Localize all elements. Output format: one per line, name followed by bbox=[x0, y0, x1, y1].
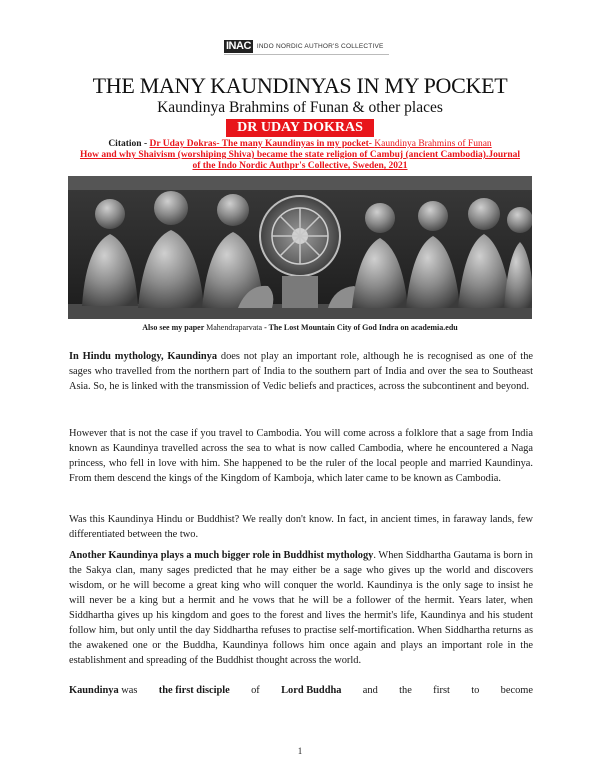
paragraph-1-lead: In Hindu mythology, Kaundinya bbox=[69, 351, 218, 362]
caption-suffix: - The Lost Mountain City of God Indra on academia.edu bbox=[262, 323, 458, 332]
author-banner: DR UDAY DOKRAS bbox=[226, 119, 374, 137]
caption-prefix: Also see my paper bbox=[142, 323, 207, 332]
citation-line-1 bbox=[60, 139, 540, 150]
image-caption bbox=[0, 323, 600, 332]
paragraph-4-lead: Another Kaundinya plays a much bigger role in Buddhist mythology bbox=[69, 550, 374, 561]
paragraph-2: However that is not the case if you travel to Cambodia. You will come across a folklore that a sage from India known as Kaundinya travelled across the sea to what is now called Cambodia, where he encountered a Naga princess, who fell in love with him. She happened to be the ruler of the local people and married Kaundinya. From them descend the kings of the Kingdom of Kamboja, which later came to be known as Cambodia. bbox=[69, 428, 533, 484]
p5-word-7: the bbox=[399, 685, 412, 696]
p5-word-8: first bbox=[433, 685, 450, 696]
paragraph-4 bbox=[69, 548, 533, 668]
citation-line-2[interactable]: How and why Shaivism (worshiping Shiva) became the state religion of Cambuj (ancient Cambodia).Journal bbox=[79, 150, 521, 160]
page-subtitle: Kaundinya Brahmins of Funan & other places bbox=[157, 99, 443, 116]
paragraph-1-body: does not play an important role, although he is recognised as one of the sages who travelled from the northern part of India to the southern part of India and over the sea to Southeast Asia. So, he is linked with the transmission of Vedic beliefs and practices, across the subcontinent and beyond. bbox=[69, 351, 534, 392]
publisher-logo: INAC bbox=[226, 39, 251, 52]
p5-word-9: to bbox=[471, 685, 480, 696]
publisher-header bbox=[224, 38, 389, 55]
p5-word-4: of bbox=[251, 685, 260, 696]
p5-word-3: the first disciple bbox=[158, 685, 230, 696]
page-number: 1 bbox=[297, 746, 303, 756]
paragraph-3: Was this Kaundinya Hindu or Buddhist? We really don't know. In fact, in ancient times, in faraway lands, few differentiated between the two. bbox=[69, 514, 533, 540]
p5-word-6: and bbox=[362, 685, 378, 696]
p5-word-1: Kaundinya bbox=[69, 685, 119, 696]
p5-word-10: become bbox=[500, 685, 533, 696]
p5-word-5: Lord Buddha bbox=[281, 685, 342, 696]
paragraph-5 bbox=[69, 683, 533, 698]
citation-link-title[interactable]: Dr Uday Dokras- The many Kaundinyas in my pocket- bbox=[149, 139, 375, 149]
paragraph-1 bbox=[69, 349, 533, 394]
citation-label: Citation - bbox=[108, 139, 150, 149]
paragraph-4-body: . When Siddhartha Gautama is born in the Sakya clan, many sages predicted that he may either be a sage who gives up the world and discovers wisdom, or he will become a great king who will conquer the world. Kaundinya is the only sage to insist he will never be a king but a hermit and he vows that he will be a follower of the hermit. Years later, when Siddhartha gives up his kingdom and goes to the forest and lives the hermit's life, Kaundinya and his student follow him, but only until the day Siddhartha refuses to practise self-mortification. When Siddhartha returns as the awakened one or the Buddha, Kaundinya follows him once again and plays an important role in the establishment and spreading of the Buddhist thought across the world. bbox=[69, 550, 533, 666]
citation-link-subtitle[interactable]: Kaundinya Brahmins of Funan bbox=[374, 139, 492, 149]
citation-line-3[interactable]: of the Indo Nordic Authpr's Collective, Sweden, 2021 bbox=[192, 161, 408, 171]
publisher-name: INDO NORDIC AUTHOR'S COLLECTIVE bbox=[256, 42, 384, 50]
page-title: THE MANY KAUNDINYAS IN MY POCKET bbox=[92, 73, 508, 98]
caption-link[interactable]: Mahendraparvata bbox=[206, 323, 263, 332]
p5-word-2: was bbox=[121, 685, 138, 696]
relief-sculpture-image bbox=[68, 176, 532, 319]
